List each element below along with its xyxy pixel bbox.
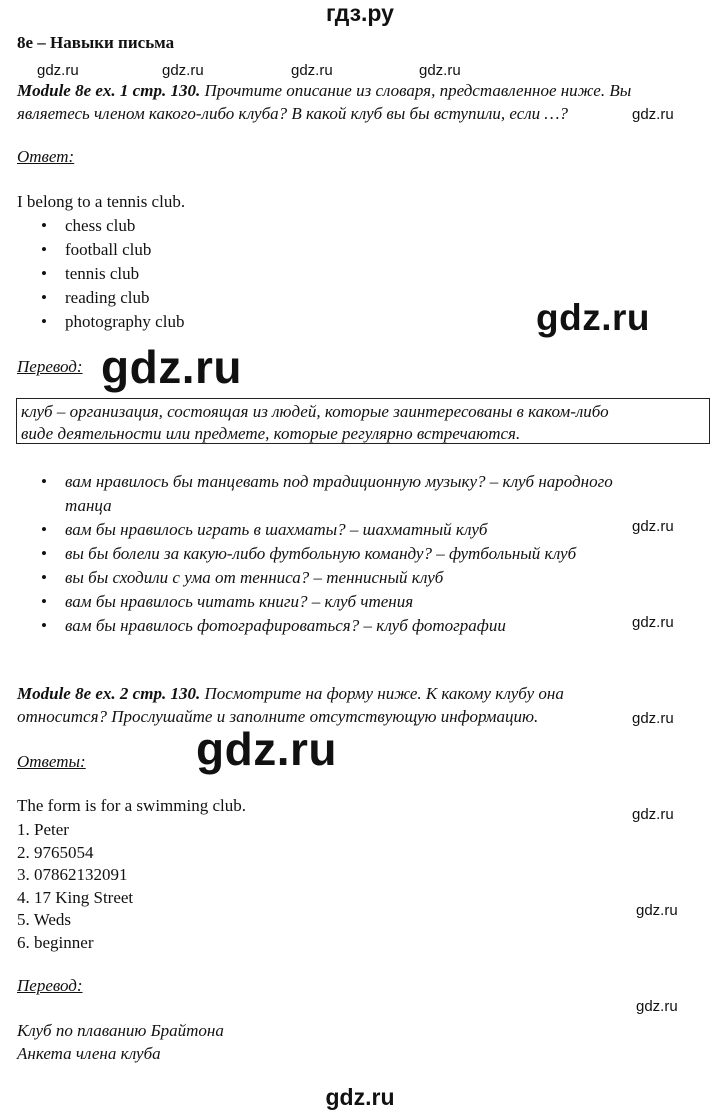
- club-item: photography club: [65, 312, 185, 331]
- watermark: gdz.ru: [636, 998, 678, 1015]
- question-text: вам бы нравилось играть в шахматы? – шахматный клуб: [65, 520, 488, 539]
- bullet-icon: •: [41, 520, 47, 539]
- ex1-ref: Module 8e ex. 1 стр. 130.: [17, 81, 201, 100]
- list-item: [41, 310, 185, 334]
- watermark: gdz.ru: [419, 62, 461, 79]
- club-item: reading club: [65, 288, 150, 307]
- bullet-icon: •: [41, 592, 47, 611]
- list-item: [41, 542, 613, 566]
- bullet-icon: •: [41, 472, 47, 491]
- watermark: gdz.ru: [632, 106, 674, 123]
- ex2-translation-line: Анкета члена клуба: [17, 1044, 161, 1063]
- club-item: tennis club: [65, 264, 140, 283]
- list-item: [41, 566, 613, 590]
- ex1-task-line1: Прочтите описание из словаря, представленное ниже. Вы: [204, 81, 632, 100]
- ex2-answer-intro: The form is for a swimming club.: [17, 796, 246, 815]
- ex1-answer-label: Ответ:: [17, 147, 75, 166]
- bullet-icon: •: [41, 264, 47, 283]
- list-item: 1. Peter: [17, 820, 69, 839]
- ex2-translation-line: Клуб по плаванию Брайтона: [17, 1021, 224, 1040]
- watermark: gdz.ru: [636, 902, 678, 919]
- ex1-task: [17, 79, 631, 125]
- list-item: [41, 214, 184, 238]
- question-text: вам бы нравилось читать книги? – клуб чтения: [65, 592, 414, 611]
- list-item: 4. 17 King Street: [17, 887, 134, 907]
- question-text: вам нравилось бы танцевать под традиционную музыку? – клуб народного: [65, 472, 613, 491]
- watermark: gdz.ru: [37, 62, 79, 79]
- bullet-icon: •: [41, 312, 47, 331]
- watermark-large: gdz.ru: [536, 297, 650, 338]
- definition-box: [16, 398, 710, 444]
- list-item: 3. 07862132091: [17, 865, 128, 884]
- list-item: 5. Weds: [17, 910, 72, 929]
- watermark: gdz.ru: [632, 614, 674, 631]
- list-item: [41, 286, 184, 310]
- bullet-icon: •: [41, 288, 47, 307]
- watermark: gdz.ru: [632, 518, 674, 535]
- bullet-icon: •: [41, 240, 47, 259]
- watermark-footer: gdz.ru: [325, 1084, 395, 1110]
- list-item: [41, 238, 184, 262]
- club-item: chess club: [65, 216, 136, 235]
- watermark: gdz.ru: [632, 710, 674, 727]
- ex2-answer-list: [17, 819, 133, 954]
- ex1-translation-label: Перевод:: [17, 357, 83, 376]
- site-header: гдз.ру: [326, 0, 394, 26]
- ex2-ref: Module 8e ex. 2 стр. 130.: [17, 684, 201, 703]
- list-item: [41, 614, 613, 638]
- watermark-large: gdz.ru: [101, 341, 242, 393]
- ex2-translation-label: Перевод:: [17, 976, 83, 995]
- question-text: вы бы болели за какую-либо футбольную команду? – футбольный клуб: [65, 544, 577, 563]
- list-item: [41, 262, 184, 286]
- question-text: вам бы нравилось фотографироваться? – клуб фотографии: [65, 616, 506, 635]
- bullet-icon: •: [41, 216, 47, 235]
- watermark: gdz.ru: [291, 62, 333, 79]
- watermark: gdz.ru: [632, 806, 674, 823]
- ex2-answers-label: Ответы:: [17, 752, 86, 771]
- watermark-large: gdz.ru: [196, 723, 337, 775]
- ex1-question-list: [41, 470, 613, 638]
- list-item: 2. 9765054: [17, 842, 94, 862]
- definition-line: виде деятельности или предмете, которые регулярно встречаются.: [21, 424, 521, 443]
- bullet-icon: •: [41, 568, 47, 587]
- bullet-icon: •: [41, 616, 47, 635]
- list-item: [41, 470, 613, 518]
- question-text: танца: [65, 496, 112, 515]
- list-item: [41, 590, 613, 614]
- club-item: football club: [65, 240, 152, 259]
- ex1-club-list: [41, 214, 185, 334]
- list-item: [41, 518, 613, 542]
- section-title: 8e – Навыки письма: [17, 33, 175, 52]
- watermark: gdz.ru: [162, 62, 204, 79]
- ex2-task-line1: Посмотрите на форму ниже. К какому клубу она: [204, 684, 564, 703]
- list-item: 6. beginner: [17, 932, 94, 952]
- ex1-task-line2: являетесь членом какого-либо клуба? В какой клуб вы бы вступили, если …?: [17, 104, 569, 123]
- definition-line: клуб – организация, состоящая из людей, которые заинтересованы в каком-либо: [21, 402, 609, 421]
- ex2-task-line2: относится? Прослушайте и заполните отсутствующую информацию.: [17, 707, 539, 726]
- ex1-answer-intro: I belong to a tennis club.: [17, 192, 186, 211]
- bullet-icon: •: [41, 544, 47, 563]
- question-text: вы бы сходили с ума от тенниса? – теннисный клуб: [65, 568, 444, 587]
